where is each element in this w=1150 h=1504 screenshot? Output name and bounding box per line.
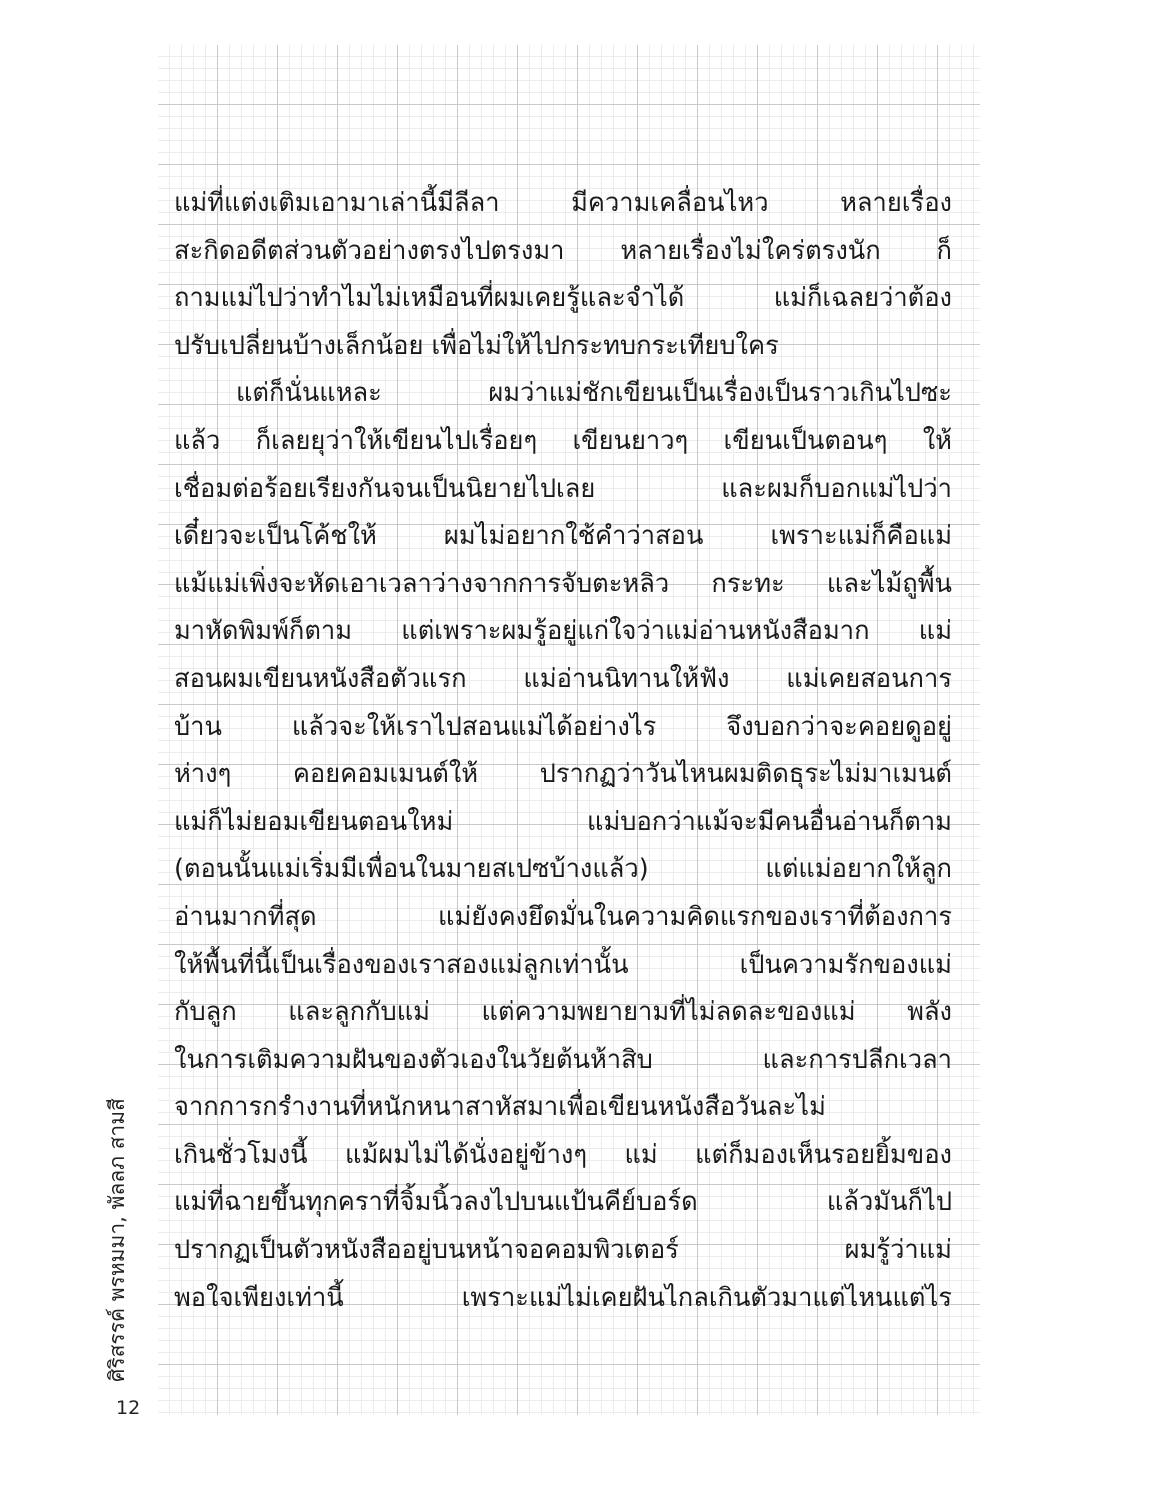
text-line: อ่านมากที่สุด แม่ยังคงยึดมั่นในความคิดแรกของเราที่ต้องการ [174, 901, 952, 932]
text-line: กับลูก และลูกกับแม่ แต่ความพยายามที่ไม่ลดละของแม่ พลัง [174, 997, 952, 1028]
text-line: ถามแม่ไปว่าทำไมไม่เหมือนที่ผมเคยรู้และจำได้ แม่ก็เฉลยว่าต้อง [174, 283, 952, 314]
text-line: จากการกรำงานที่หนักหนาสาหัสมาเพื่อเขียนหนังสือวันละไม่ [174, 1092, 826, 1123]
text-line: แล้ว ก็เลยยุว่าให้เขียนไปเรื่อยๆ เขียนยาวๆ เขียนเป็นตอนๆ ให้ [174, 425, 952, 456]
text-line-paragraph-start: แต่ก็นั่นแหละ ผมว่าแม่ชักเขียนเป็นเรื่องเป็นราวเกินไปซะ [236, 378, 952, 409]
text-line: บ้าน แล้วจะให้เราไปสอนแม่ได้อย่างไร จึงบอกว่าจะคอยดูอยู่ [174, 711, 952, 742]
text-line: ให้พื้นที่นี้เป็นเรื่องของเราสองแม่ลูกเท่านั้น เป็นความรักของแม่ [174, 949, 952, 980]
text-line: เชื่อมต่อร้อยเรียงกันจนเป็นนิยายไปเลย และผมก็บอกแม่ไปว่า [174, 473, 952, 504]
text-line: มาหัดพิมพ์ก็ตาม แต่เพราะผมรู้อยู่แก่ใจว่าแม่อ่านหนังสือมาก แม่ [174, 616, 952, 647]
text-line: แม่ก็ไม่ยอมเขียนตอนใหม่ แม่บอกว่าแม้จะมีคนอื่นอ่านก็ตาม [174, 806, 952, 837]
text-line: (ตอนนั้นแม่เริ่มมีเพื่อนในมายสเปซบ้างแล้ว) แต่แม่อยากให้ลูก [174, 854, 952, 885]
text-line: เกินชั่วโมงนี้ แม้ผมไม่ได้นั่งอยู่ข้างๆ แม่ แต่ก็มองเห็นรอยยิ้มของ [174, 1139, 952, 1170]
text-line: พอใจเพียงเท่านี้ เพราะแม่ไม่เคยฝันไกลเกินตัวมาแต่ไหนแต่ไร [174, 1282, 952, 1313]
text-line: ห่างๆ คอยคอมเมนต์ให้ ปรากฏว่าวันไหนผมติดธุระไม่มาเมนต์ [174, 759, 952, 790]
text-line-paragraph-end: ปรับเปลี่ยนบ้างเล็กน้อย เพื่อไม่ให้ไปกระทบกระเทียบใคร [174, 330, 779, 361]
text-line: แม่ที่แต่งเติมเอามาเล่านี้มีลีลา มีความเคลื่อนไหว หลายเรื่อง [174, 188, 952, 218]
text-line: สะกิดอดีตส่วนตัวอย่างตรงไปตรงมา หลายเรื่องไม่ใคร่ตรงนัก ก็ [174, 235, 952, 266]
running-head-authors: ศิริสรรค์ พรหมมา, พัลลภ สามสี [105, 1098, 129, 1382]
body-text [174, 180, 952, 1322]
page-number: 12 [116, 1397, 141, 1419]
text-line: สอนผมเขียนหนังสือตัวแรก แม่อ่านนิทานให้ฟัง แม่เคยสอนการ [174, 663, 952, 694]
text-line: แม้แม่เพิ่งจะหัดเอาเวลาว่างจากการจับตะหลิว กระทะ และไม้ถูพื้น [174, 568, 952, 599]
text-line: แม่ที่ฉายขึ้นทุกคราที่จิ้มนิ้วลงไปบนแป้นคีย์บอร์ด แล้วมันก็ไป [174, 1187, 952, 1218]
text-line: เดี๋ยวจะเป็นโค้ชให้ ผมไม่อยากใช้คำว่าสอน เพราะแม่ก็คือแม่ [174, 521, 952, 552]
text-line: ปรากฏเป็นตัวหนังสืออยู่บนหน้าจอคอมพิวเตอร์ ผมรู้ว่าแม่ [174, 1235, 952, 1266]
text-line: ในการเติมความฝันของตัวเองในวัยต้นห้าสิบ และการปลีกเวลา [174, 1044, 952, 1075]
